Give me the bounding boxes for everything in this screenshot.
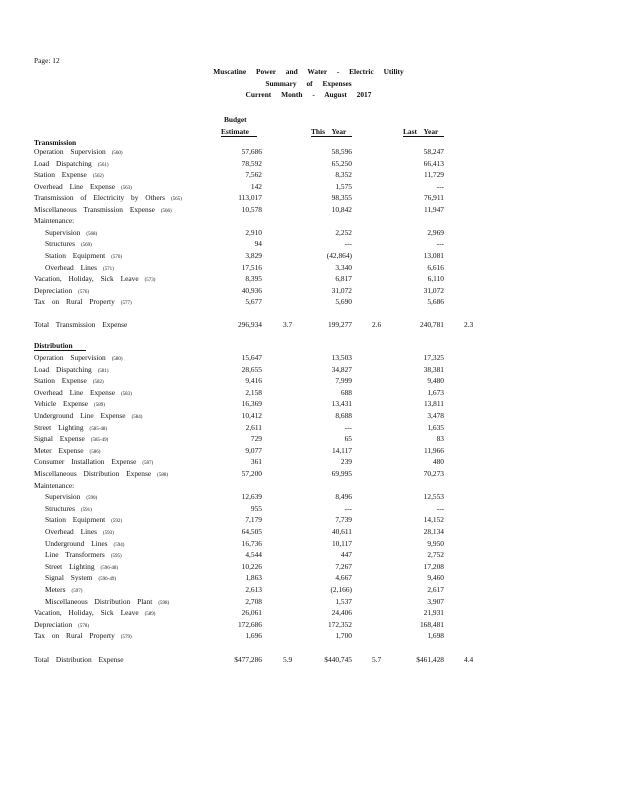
row-label-text: Signal Expense <box>34 434 85 444</box>
this-year-value: 10,842 <box>331 204 352 214</box>
table-row <box>0 562 617 573</box>
table-row <box>0 620 617 631</box>
this-year-value: 8,352 <box>335 170 352 180</box>
total-this-year-pct: 2.6 <box>372 320 382 329</box>
last-year-value: 3,907 <box>427 596 444 606</box>
row-label-text: Miscellaneous Distribution Expense <box>34 469 152 478</box>
page-number: Page: 12 <box>34 56 60 65</box>
account-code: (589) <box>94 403 105 409</box>
this-year-value: 58,596 <box>331 147 352 156</box>
budget-value: 7,179 <box>245 515 262 525</box>
this-year-value: 172,352 <box>327 619 352 629</box>
total-this-year-pct: 5.7 <box>372 655 382 664</box>
last-year-value: 83 <box>436 434 444 444</box>
this-year-value: 13,503 <box>331 353 352 362</box>
table-row <box>0 182 617 193</box>
account-code: (585-49) <box>90 438 109 444</box>
section-heading-transmission: Transmission <box>34 138 77 147</box>
row-label-text: Depreciation <box>34 285 73 295</box>
row-label-text: Load Dispatching <box>34 158 92 168</box>
account-code: (560) <box>111 151 123 156</box>
account-code: (573) <box>144 278 156 284</box>
table-row <box>0 274 617 285</box>
report-period: Current Month - August 2017 <box>245 90 372 99</box>
last-year-value: 21,931 <box>423 608 444 618</box>
account-code: (584) <box>131 415 143 420</box>
last-year-value: 11,947 <box>423 204 444 214</box>
row-label-text: Load Dispatching <box>34 364 92 374</box>
budget-value: 10,578 <box>241 204 262 214</box>
row-label-text: Tax on Rural Property <box>34 631 115 641</box>
this-year-value: 65,250 <box>331 158 352 168</box>
row-label <box>34 193 182 202</box>
row-label-text: Underground Line Expense <box>34 411 126 420</box>
last-year-value: 38,381 <box>423 364 444 374</box>
table-row <box>0 159 617 170</box>
account-code: (596-48) <box>100 565 119 571</box>
table-row <box>0 251 617 262</box>
account-code: (565) <box>171 197 182 203</box>
account-code: (586) <box>89 449 101 455</box>
budget-value: 40,936 <box>241 285 262 295</box>
row-label <box>45 515 122 524</box>
this-year-value: 5,690 <box>335 297 352 307</box>
row-label-text: Overhead Line Expense <box>34 181 116 191</box>
row-label-text: Miscellaneous Distribution Plant <box>45 596 153 606</box>
total-budget-pct: 5.9 <box>283 655 293 664</box>
row-label-text: Maintenance: <box>34 480 75 490</box>
table-row <box>0 539 617 550</box>
budget-value: 9,416 <box>245 376 262 386</box>
row-label <box>34 205 172 214</box>
table-row <box>0 515 617 526</box>
last-year-value: 13,811 <box>423 399 444 409</box>
table-row <box>0 216 617 227</box>
row-label-text: Structures <box>45 239 75 249</box>
row-label <box>34 620 89 629</box>
account-code: (576) <box>78 289 90 295</box>
account-code: (593) <box>103 531 114 536</box>
last-year-value: 6,110 <box>427 274 444 284</box>
budget-value: 64,505 <box>241 527 262 536</box>
account-code: (581) <box>97 368 109 374</box>
row-label <box>45 239 92 248</box>
row-label <box>34 147 123 156</box>
account-code: (596-49) <box>98 577 116 583</box>
account-code: (594) <box>113 542 125 548</box>
last-year-value: 9,950 <box>427 538 444 548</box>
column-header-budget: Estimate <box>221 127 257 137</box>
last-year-value: 12,553 <box>423 492 444 502</box>
account-code: (588) <box>157 473 168 478</box>
row-label <box>45 504 92 513</box>
this-year-value: 7,999 <box>335 376 352 386</box>
last-year-value: 1,698 <box>427 631 444 641</box>
table-row <box>0 573 617 584</box>
row-label <box>45 585 82 594</box>
last-year-value: 1,635 <box>427 422 444 432</box>
this-year-value: 2,252 <box>335 227 352 237</box>
budget-value: 1,696 <box>245 631 262 641</box>
row-label <box>34 286 89 295</box>
this-year-value: 10,117 <box>331 538 352 548</box>
budget-value: 1,863 <box>245 573 262 583</box>
column-header-this-year: This Year <box>311 127 352 137</box>
budget-value: 2,708 <box>245 596 262 606</box>
this-year-value: 24,406 <box>331 608 352 618</box>
total-budget-pct: 3.7 <box>283 320 293 329</box>
last-year-value: 168,481 <box>419 619 444 629</box>
row-label-text: Operation Supervision <box>34 353 106 362</box>
table-row <box>0 228 617 239</box>
table-row <box>0 527 617 538</box>
row-label <box>34 481 74 490</box>
this-year-value: 8,688 <box>335 411 352 420</box>
row-label <box>34 434 108 443</box>
row-label <box>45 527 114 536</box>
account-code: (562) <box>92 174 104 180</box>
table-row <box>0 585 617 596</box>
budget-value: 955 <box>250 503 262 513</box>
account-code: (587) <box>142 461 154 467</box>
last-year-value: 2,752 <box>427 550 444 560</box>
row-label <box>34 631 132 640</box>
budget-value: 729 <box>250 434 262 444</box>
budget-value: 113,017 <box>238 193 262 203</box>
budget-value: 28,655 <box>241 364 262 374</box>
last-year-value: --- <box>436 239 444 249</box>
row-label-text: Operation Supervision <box>34 147 106 156</box>
last-year-value: 5,686 <box>427 297 444 307</box>
table-row <box>0 550 617 561</box>
account-code: (571) <box>103 266 114 272</box>
last-year-value: 31,072 <box>423 285 444 295</box>
last-year-value: 1,673 <box>427 387 444 397</box>
budget-value: 5,677 <box>245 297 262 307</box>
this-year-value: 447 <box>340 550 352 560</box>
row-label-text: Street Lighting <box>34 422 84 432</box>
account-code: (578) <box>78 623 90 629</box>
table-row <box>0 286 617 297</box>
budget-value: 3,829 <box>245 250 262 260</box>
table-row <box>0 631 617 642</box>
last-year-value: 6,616 <box>427 262 444 272</box>
row-label <box>45 251 122 260</box>
row-label-text: Miscellaneous Transmission Expense <box>34 204 155 214</box>
last-year-value: 480 <box>432 457 444 467</box>
column-header-last-year: Last Year <box>403 127 444 137</box>
last-year-value: 70,273 <box>423 469 444 478</box>
this-year-value: (2,166) <box>330 585 352 594</box>
total-label: Total Transmission Expense <box>34 320 128 329</box>
table-row <box>0 597 617 608</box>
row-label-text: Station Equipment <box>45 515 106 525</box>
row-label <box>34 608 155 617</box>
budget-value: 15,647 <box>241 353 262 362</box>
row-label <box>34 274 155 283</box>
budget-value: 8,395 <box>245 274 262 284</box>
this-year-value: 4,667 <box>335 573 352 583</box>
budget-value: 12,639 <box>241 492 262 502</box>
this-year-value: 6,817 <box>335 274 352 284</box>
this-year-value: 1,537 <box>335 596 352 606</box>
column-header-budget-top: Budget <box>224 115 247 124</box>
row-label <box>34 353 123 362</box>
last-year-value: 58,247 <box>423 147 444 156</box>
this-year-value: --- <box>344 503 352 513</box>
this-year-value: 34,827 <box>331 364 352 374</box>
account-code: (597) <box>71 589 83 594</box>
row-label <box>45 492 97 501</box>
this-year-value: 7,739 <box>335 515 352 525</box>
last-year-value: 2,969 <box>427 227 444 237</box>
row-label-text: Meter Expense <box>34 445 84 455</box>
account-code: (592) <box>111 519 123 525</box>
last-year-value: --- <box>436 503 444 513</box>
account-code: (566) <box>160 208 172 214</box>
total-budget: 296,934 <box>237 320 262 329</box>
budget-value: 26,061 <box>241 608 262 618</box>
table-row <box>0 399 617 410</box>
budget-value: 16,736 <box>241 538 262 548</box>
this-year-value: 239 <box>340 457 352 467</box>
account-code: (583) <box>121 391 132 397</box>
table-row <box>0 388 617 399</box>
table-row <box>0 434 617 445</box>
row-label-text: Station Expense <box>34 376 87 386</box>
budget-value: 142 <box>250 181 262 191</box>
account-code: (595) <box>110 554 122 560</box>
last-year-value: 2,617 <box>427 585 444 594</box>
account-code: (598) <box>158 600 170 606</box>
this-year-value: 13,431 <box>331 399 352 409</box>
last-year-value: 9,460 <box>427 573 444 583</box>
table-row <box>0 353 617 364</box>
account-code: (569) <box>80 243 92 249</box>
last-year-value: 13,081 <box>423 250 444 260</box>
last-year-value: 66,413 <box>423 158 444 168</box>
table-row <box>0 365 617 376</box>
budget-value: 2,158 <box>245 387 262 397</box>
row-label-text: Station Equipment <box>45 250 106 260</box>
table-row <box>0 492 617 503</box>
row-label <box>45 550 122 559</box>
row-label <box>34 399 105 408</box>
row-label-text: Signal System <box>45 573 93 583</box>
row-label-text: Supervision <box>45 227 81 237</box>
table-row <box>0 170 617 181</box>
total-this-year: $440,745 <box>324 655 352 664</box>
row-label-text: Maintenance: <box>34 216 75 226</box>
account-code: (579) <box>120 635 132 641</box>
account-code: (590) <box>86 496 98 502</box>
budget-value: 17,516 <box>241 262 262 272</box>
this-year-value: 69,995 <box>331 469 352 478</box>
account-code: (589) <box>144 612 156 618</box>
this-year-value: 3,340 <box>335 262 352 272</box>
row-label <box>34 182 132 191</box>
last-year-value: 17,325 <box>423 353 444 362</box>
row-label <box>34 170 104 179</box>
total-last-year-pct: 4.4 <box>464 655 474 664</box>
row-label-text: Supervision <box>45 492 81 502</box>
budget-value: 2,613 <box>245 585 262 594</box>
report-title: Muscatine Power and Water - Electric Utility <box>213 67 404 76</box>
account-code: (568) <box>86 231 98 237</box>
total-label: Total Distribution Expense <box>34 655 124 664</box>
total-last-year-pct: 2.3 <box>464 320 474 329</box>
account-code: (570) <box>111 254 123 260</box>
last-year-value: --- <box>436 181 444 191</box>
budget-value: 10,412 <box>241 411 262 420</box>
report-subtitle: Summary of Expenses <box>265 79 352 88</box>
row-label-text: Street Lighting <box>45 561 95 571</box>
last-year-value: 28,134 <box>423 527 444 536</box>
row-label <box>45 263 114 272</box>
row-label <box>34 365 109 374</box>
row-label <box>45 539 124 548</box>
table-row <box>0 411 617 422</box>
budget-value: 9,077 <box>245 445 262 455</box>
total-budget: $477,286 <box>234 655 262 664</box>
last-year-value: 17,208 <box>423 561 444 571</box>
row-label-text: Overhead Lines <box>45 262 97 272</box>
row-label-text: Vacation, Holiday, Sick Leave <box>34 274 139 284</box>
this-year-value: 98,355 <box>331 193 352 203</box>
this-year-value: 31,072 <box>331 285 352 295</box>
account-code: (577) <box>120 301 132 307</box>
row-label <box>34 216 74 225</box>
budget-value: 361 <box>250 457 262 467</box>
budget-value: 16,369 <box>241 399 262 409</box>
total-this-year: 199,277 <box>327 320 352 329</box>
row-label <box>45 562 118 571</box>
this-year-value: 688 <box>340 387 352 397</box>
this-year-value: 14,117 <box>331 445 352 455</box>
row-label-text: Consumer Installation Expense <box>34 457 137 467</box>
this-year-value: 65 <box>344 434 352 444</box>
row-label <box>45 228 97 237</box>
total-last-year: $461,428 <box>416 655 444 664</box>
last-year-value: 11,966 <box>423 445 444 455</box>
table-row <box>0 481 617 492</box>
table-row <box>0 205 617 216</box>
account-code: (585-48) <box>89 426 108 432</box>
account-code: (561) <box>97 162 109 168</box>
budget-value: 57,200 <box>241 469 262 478</box>
row-label <box>45 597 169 606</box>
table-row <box>0 423 617 434</box>
this-year-value: 1,700 <box>335 631 352 641</box>
budget-value: 10,226 <box>241 561 262 571</box>
row-label <box>34 446 100 455</box>
table-row <box>0 608 617 619</box>
row-label <box>34 376 104 385</box>
row-label-text: Overhead Lines <box>45 527 97 536</box>
budget-value: 78,592 <box>241 158 262 168</box>
budget-value: 172,686 <box>237 619 262 629</box>
row-label-text: Station Expense <box>34 170 87 180</box>
row-label-text: Structures <box>45 503 75 513</box>
budget-value: 4,544 <box>245 550 262 560</box>
row-label <box>34 423 107 432</box>
row-label-text: Line Transformers <box>45 550 105 560</box>
this-year-value: 1,575 <box>335 181 352 191</box>
table-row <box>0 263 617 274</box>
table-row <box>0 297 617 308</box>
row-label <box>34 411 142 420</box>
table-row <box>0 147 617 158</box>
row-label-text: Depreciation <box>34 619 73 629</box>
row-label-text: Overhead Line Expense <box>34 387 116 397</box>
budget-value: 57,686 <box>241 147 262 156</box>
row-label-text: Vacation, Holiday, Sick Leave <box>34 608 139 618</box>
this-year-value: 7,267 <box>335 561 352 571</box>
table-row <box>0 376 617 387</box>
account-code: (580) <box>111 357 123 362</box>
row-label <box>34 469 168 478</box>
row-label <box>34 457 153 466</box>
last-year-value: 9,480 <box>427 376 444 386</box>
row-label <box>34 388 132 397</box>
account-code: (591) <box>80 507 92 513</box>
last-year-value: 76,911 <box>423 193 444 203</box>
row-label-text: Tax on Rural Property <box>34 297 115 307</box>
this-year-value: 8,496 <box>335 492 352 502</box>
this-year-value: --- <box>344 239 352 249</box>
table-row <box>0 239 617 250</box>
budget-value: 94 <box>254 239 262 249</box>
section-heading-distribution: Distribution <box>34 341 86 351</box>
row-label <box>45 573 116 582</box>
budget-value: 2,910 <box>245 227 262 237</box>
total-last-year: 240,781 <box>419 320 444 329</box>
table-row <box>0 469 617 480</box>
account-code: (563) <box>121 185 132 191</box>
table-row <box>0 457 617 468</box>
table-row <box>0 446 617 457</box>
row-label <box>34 297 132 306</box>
row-label-text: Underground Lines <box>45 538 108 548</box>
budget-value: 7,562 <box>245 170 262 180</box>
last-year-value: 14,152 <box>423 515 444 525</box>
this-year-value: (42,864) <box>326 250 352 260</box>
row-label-text: Meters <box>45 585 66 594</box>
budget-value: 2,611 <box>245 422 262 432</box>
this-year-value: 40,611 <box>331 527 352 536</box>
this-year-value: --- <box>344 422 352 432</box>
row-label <box>34 159 109 168</box>
row-label-text: Vehicle Expense <box>34 399 89 409</box>
total-row <box>0 655 617 666</box>
table-row <box>0 504 617 515</box>
last-year-value: 3,478 <box>427 411 444 420</box>
table-row <box>0 193 617 204</box>
last-year-value: 11,729 <box>423 170 444 180</box>
row-label-text: Transmission of Electricity by Others <box>34 193 165 203</box>
account-code: (582) <box>92 380 104 386</box>
total-row <box>0 320 617 331</box>
